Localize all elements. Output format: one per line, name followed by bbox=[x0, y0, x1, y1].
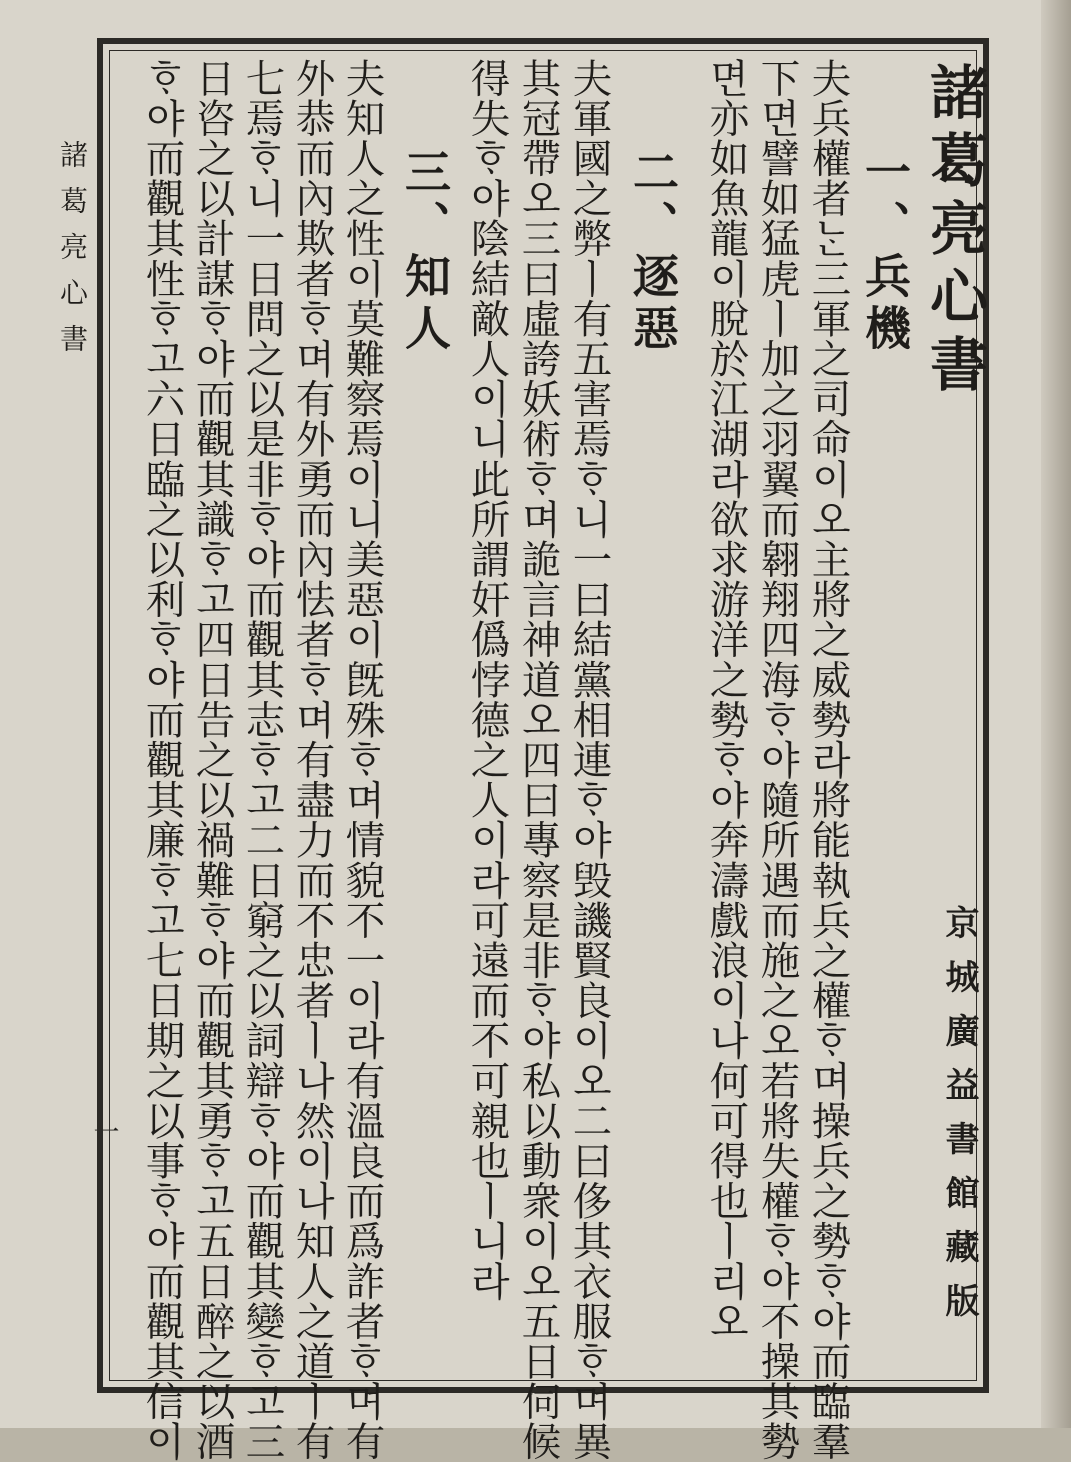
book-spine-edge bbox=[1041, 0, 1071, 1428]
section-text-line: 夫軍國之弊ㅣ有五害焉ᄒᆞ니一曰結黨相連ᄒᆞ야毁譏賢良이오二曰侈其衣服ᄒᆞ며異 bbox=[566, 58, 613, 1462]
section-text-line: 下면譬如猛虎ㅣ加之羽翼而翱翔四海ᄒᆞ야隨所遇而施之오若將失權ᄒᆞ야不操其勢 bbox=[754, 58, 801, 1462]
section-heading-bingi: 一、兵機 bbox=[858, 148, 912, 356]
section-text-line: 夫知人之性이莫難察焉이니美惡이旣殊ᄒᆞ며情貌不一이라有溫良而爲詐者ᄒᆞ며有 bbox=[339, 58, 386, 1462]
section-text-line: 得失ᄒᆞ야陰結敵人이니此所謂奸僞悖德之人이라可遠而不可親也ㅣ니라 bbox=[464, 58, 511, 1302]
section-text-line: 日咨之以計謀ᄒᆞ야而觀其識ᄒᆞ고四日告之以禍難ᄒᆞ야而觀其勇ᄒᆞ고五日醉之以酒 bbox=[189, 58, 236, 1462]
section-heading-jiin: 三、知人 bbox=[398, 148, 452, 356]
section-heading-chuak: 二、逐惡 bbox=[626, 148, 680, 356]
section-text-line: 七焉ᄒᆞ니一日問之以是非ᄒᆞ야而觀其志ᄒᆞ고二日窮之以詞辯ᄒᆞ야而觀其變ᄒᆞ고三 bbox=[239, 58, 286, 1462]
book-title: 諸葛亮心書 bbox=[920, 62, 988, 402]
section-text-line: 其冠帶오三曰虛誇妖術ᄒᆞ며詭言神道오四曰專察是非ᄒᆞ야私以動衆이오五日伺候 bbox=[515, 58, 562, 1462]
section-text-line: 外恭而內欺者ᄒᆞ며有外勇而內怯者ᄒᆞ며有盡力而不忠者ㅣ나然이나知人之道ㅣ有 bbox=[289, 58, 336, 1462]
section-text-line: ᄒᆞ야而觀其性ᄒᆞ고六日臨之以利ᄒᆞ야而觀其廉ᄒᆞ고七日期之以事ᄒᆞ야而觀其信이 bbox=[139, 58, 186, 1462]
publisher-imprint: 京城廣益書館藏版 bbox=[939, 905, 979, 1337]
section-text-line: 夫兵權者ᄂᆞᆫ三軍之司命이오主將之威勢라將能執兵之權ᄒᆞ며操兵之勢ᄒᆞ야而臨羣 bbox=[805, 58, 852, 1462]
margin-book-title: 諸葛亮心書 bbox=[56, 140, 89, 370]
margin-page-number: 一 bbox=[89, 1118, 119, 1144]
section-text-line: 면亦如魚龍이脫於江湖라欲求游洋之勢ᄒᆞ야奔濤戲浪이나何可得也ㅣ리오 bbox=[703, 58, 750, 1342]
